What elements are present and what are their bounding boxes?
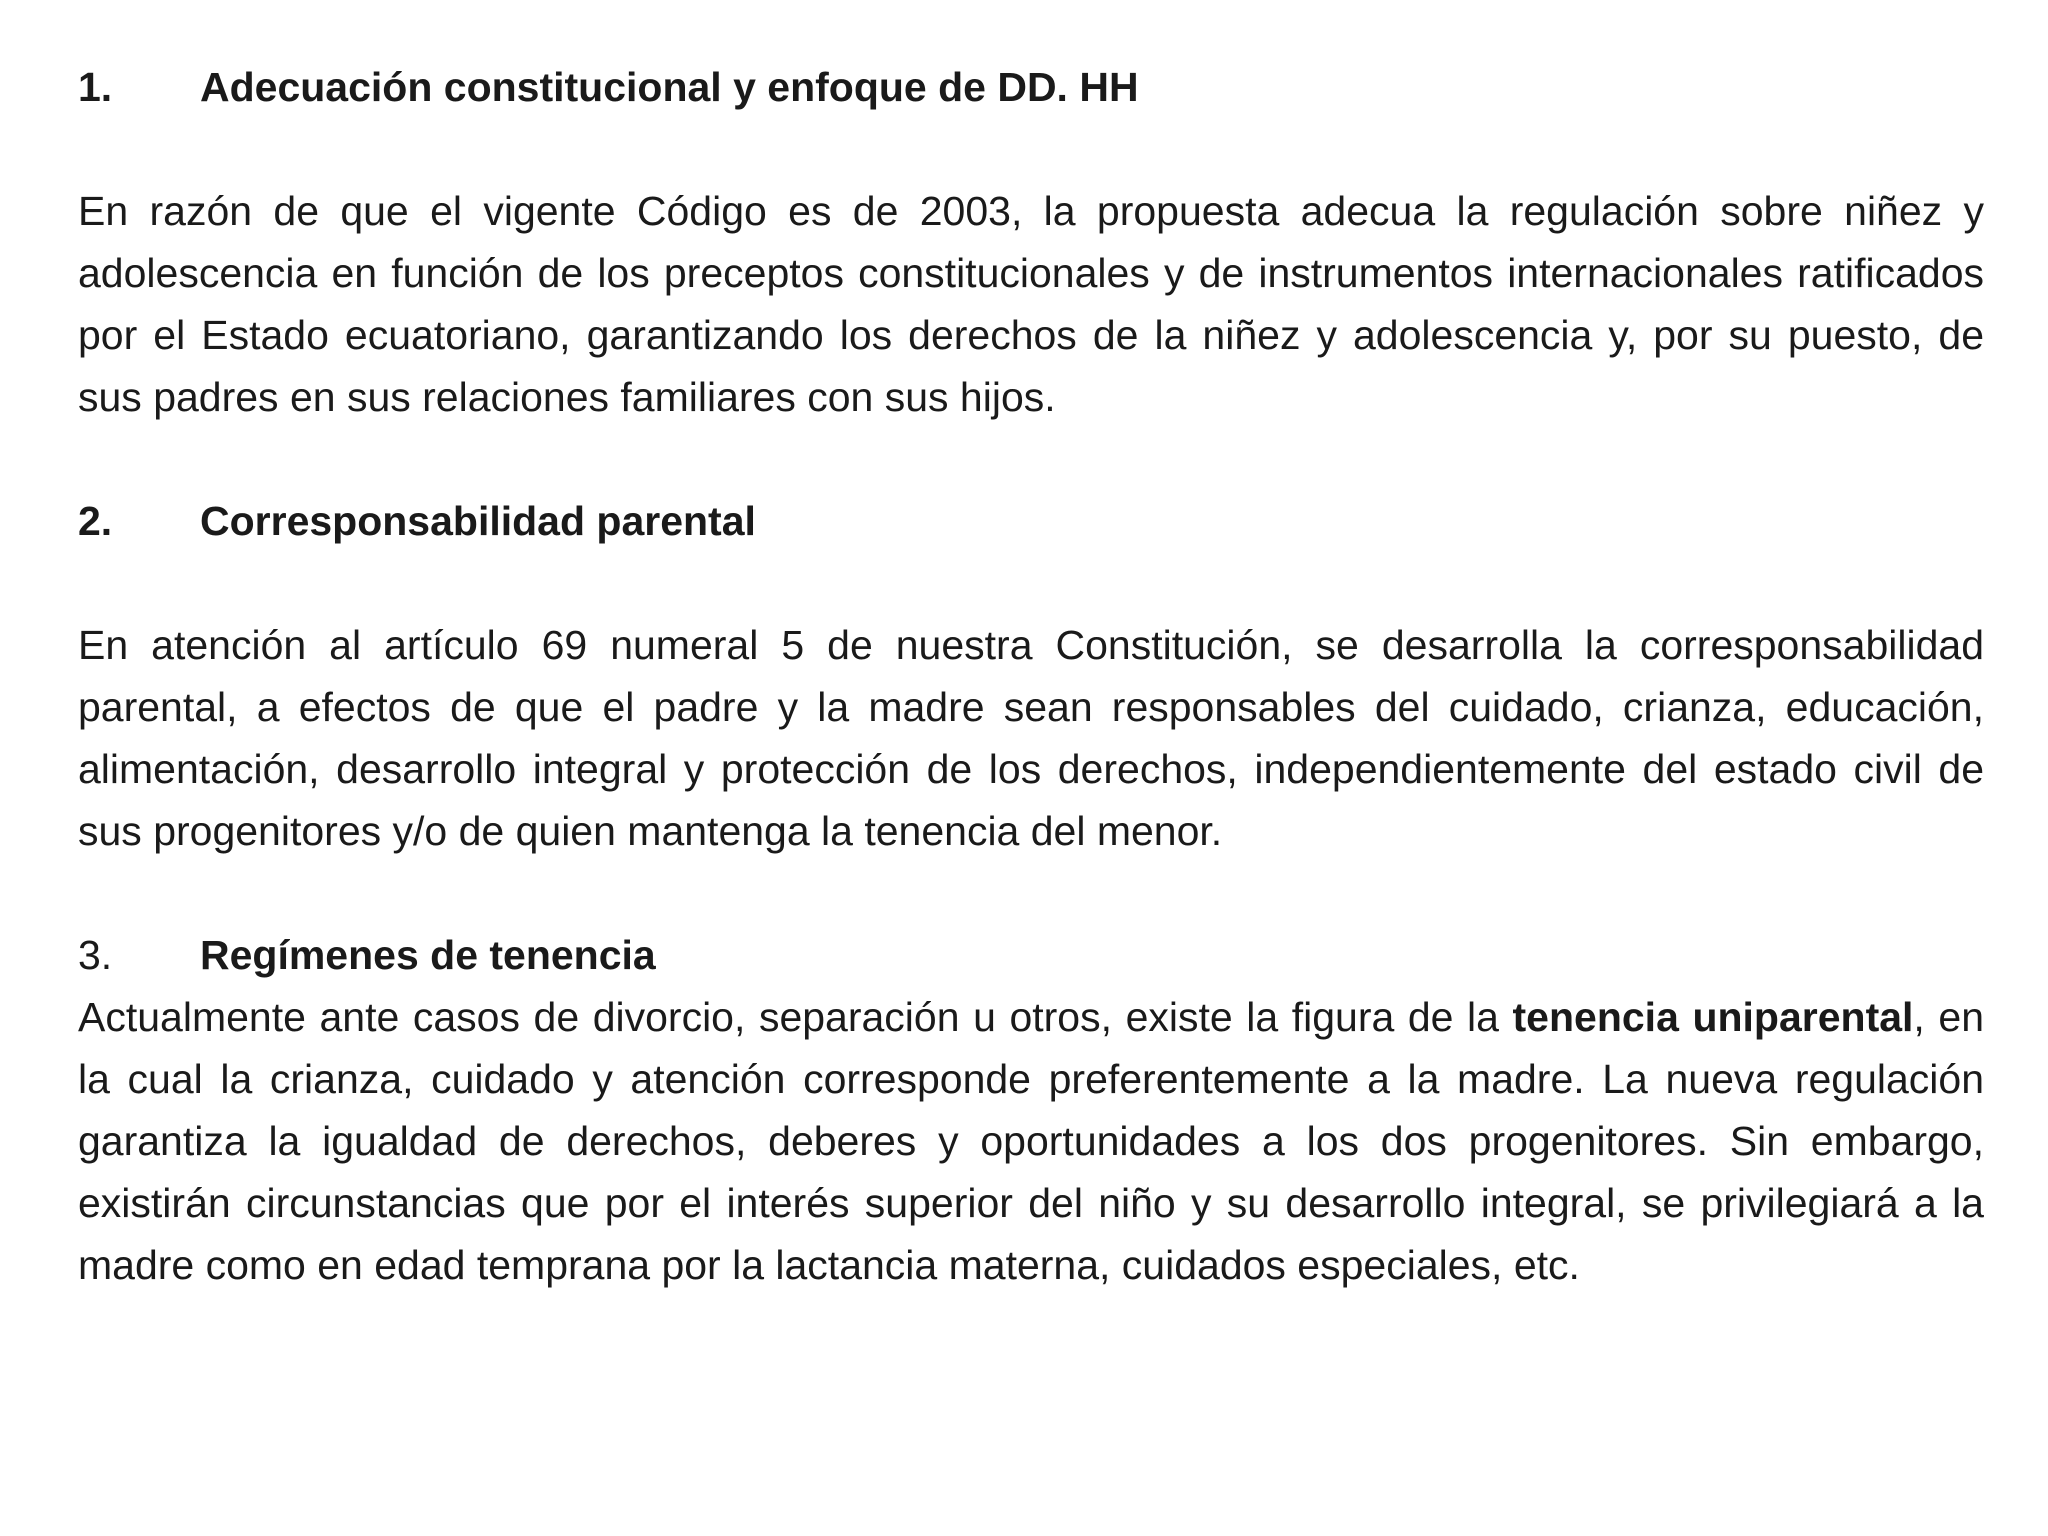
document-page — [78, 56, 1984, 1296]
section-title: Adecuación constitucional y enfoque de DD. HH — [200, 64, 1139, 110]
body-text: , en la cual la crianza, cuidado y atención corresponde preferentemente a la madre. La nueva regulación garantiza la igualdad de derechos, deberes y oportunidades a los dos progenitores. Sin embargo, existirán circunstancias que por el interés superior del niño y su desarrollo integral, se privilegiará a la madre como en edad temprana por la lactancia materna, cuidados especiales, etc. — [78, 994, 1984, 1288]
section-number: 3. — [78, 932, 113, 978]
section-body-1: En razón de que el vigente Código es de 2003, la propuesta adecua la regulación sobre niñez y adolescencia en función de los preceptos constitucionales y de instrumentos internacionales ratificados por el Estado ecuatoriano, garantizando los derechos de la niñez y adolescencia y, por su puesto, de sus padres en sus relaciones familiares con sus hijos. — [78, 188, 1984, 420]
section-heading-2 — [78, 490, 1984, 552]
spacer — [78, 428, 1984, 490]
section-title: Corresponsabilidad parental — [200, 498, 756, 544]
section-heading-1 — [78, 56, 1984, 118]
section-title: Regímenes de tenencia — [200, 932, 656, 978]
spacer — [78, 552, 1984, 614]
spacer — [78, 862, 1984, 924]
section-number: 2. — [78, 498, 113, 544]
body-text: Actualmente ante casos de divorcio, separación u otros, existe la figura de la — [78, 994, 1513, 1040]
emphasized-term: tenencia uniparental — [1512, 994, 1914, 1040]
section-body-2: En atención al artículo 69 numeral 5 de nuestra Constitución, se desarrolla la corresponsabilidad parental, a efectos de que el padre y la madre sean responsables del cuidado, crianza, educación, alimentación, desarrollo integral y protección de los derechos, independientemente del estado civil de sus progenitores y/o de quien mantenga la tenencia del menor. — [78, 622, 1984, 854]
section-body-3 — [78, 986, 1984, 1296]
section-number: 1. — [78, 64, 113, 110]
spacer — [78, 118, 1984, 180]
section-heading-3 — [78, 924, 1984, 986]
